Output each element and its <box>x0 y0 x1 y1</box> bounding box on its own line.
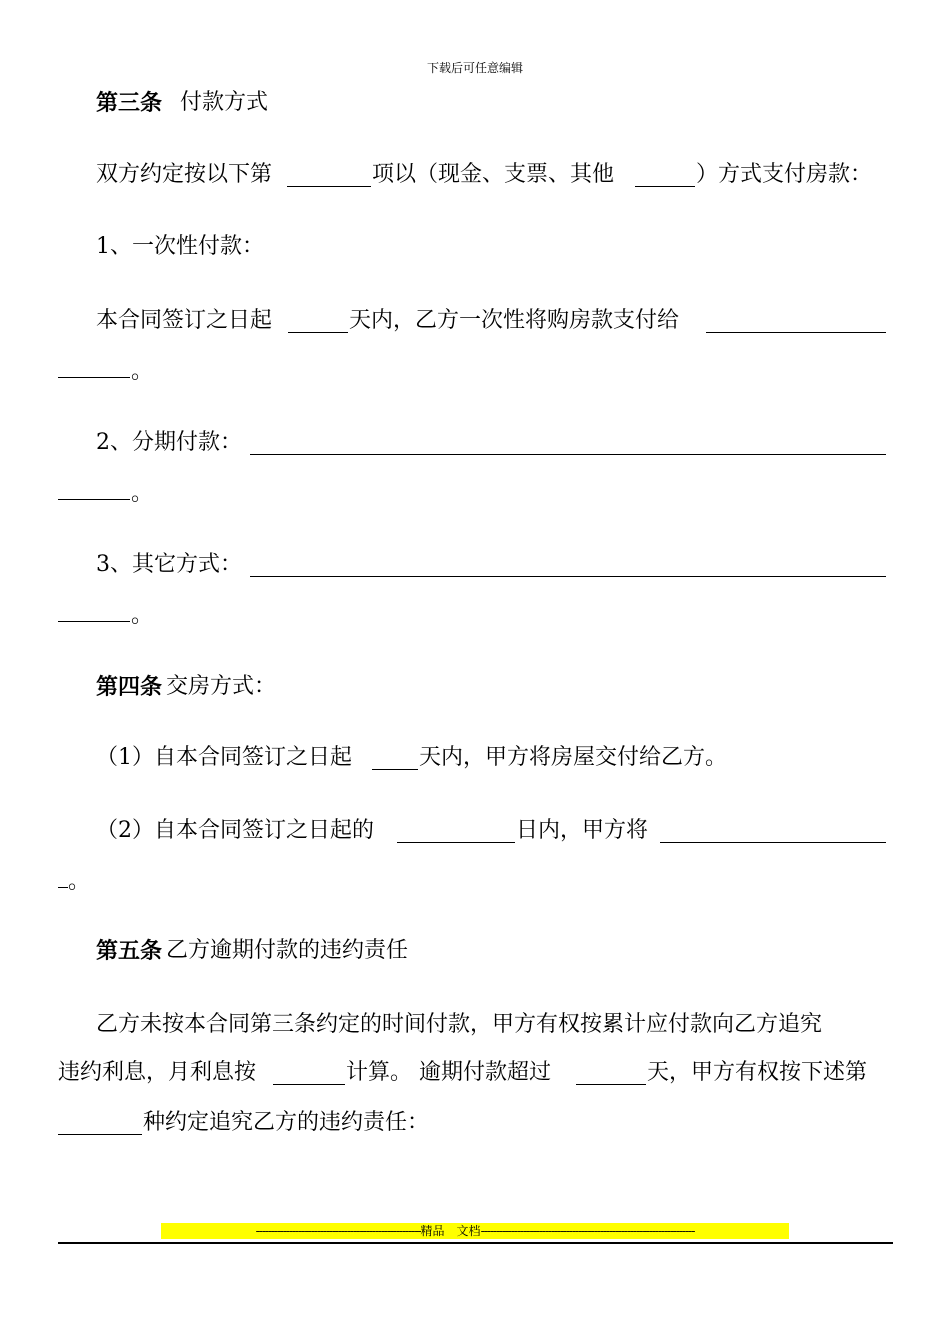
clause-2-end: 。 <box>68 869 91 894</box>
blank-overdue-days[interactable] <box>576 1084 646 1085</box>
footer-banner <box>161 1223 789 1239</box>
payment-intro-text-a: 双方约定按以下第 <box>96 162 273 187</box>
blank-days-lump-sum[interactable] <box>288 332 348 333</box>
clause-2-text-b: 日内，甲方将 <box>516 818 649 843</box>
page-header: 下载后可任意编辑 <box>426 61 523 75</box>
article-5-para-text-2c: 天，甲方有权按下述第 <box>647 1060 868 1085</box>
article-5-para-text-1: 乙方未按本合同第三条约定的时间付款，甲方有权按累计应付款向乙方追究 <box>96 1012 823 1037</box>
blank-other-way[interactable] <box>250 576 886 577</box>
blank-clause-2-action[interactable] <box>660 842 886 843</box>
article-5-para-text-3: 种约定追究乙方的违约责任： <box>143 1110 430 1135</box>
blank-installment-continued[interactable] <box>58 499 130 500</box>
item-3-title: 3、其它方式： <box>96 552 242 577</box>
article-4-heading: 第四条 <box>96 674 163 700</box>
footer-left-dashes: ------------------------------------------------------ <box>255 1224 421 1238</box>
article-5-title: 乙方逾期付款的违约责任 <box>166 938 409 963</box>
blank-clause-2-continued[interactable] <box>58 887 68 888</box>
blank-other-method[interactable] <box>635 186 695 187</box>
item-1-period: 。 <box>131 359 154 384</box>
clause-1-text-b: 天内，甲方将房屋交付给乙方。 <box>419 745 728 770</box>
payment-intro-text-b: 项以（现金、支票、其他 <box>372 162 615 187</box>
blank-payee[interactable] <box>706 332 886 333</box>
article-3-heading: 第三条 <box>96 90 163 116</box>
footer-label: 精品 文档 <box>420 1224 481 1238</box>
blank-other-way-continued[interactable] <box>58 621 130 622</box>
article-4-title: 交房方式： <box>166 674 277 699</box>
clause-2-text-a: （2）自本合同签订之日起的 <box>96 818 374 843</box>
article-5-heading: 第五条 <box>96 938 163 964</box>
item-3-period: 。 <box>131 603 154 628</box>
blank-remedy-option[interactable] <box>58 1134 142 1135</box>
article-3-title: 付款方式 <box>180 90 269 115</box>
blank-installment[interactable] <box>250 454 886 455</box>
blank-monthly-interest[interactable] <box>273 1084 345 1085</box>
item-1-title: 1、一次性付款： <box>96 234 264 259</box>
blank-payee-continued[interactable] <box>58 377 130 378</box>
payment-intro-text-c: ）方式支付房款： <box>696 162 873 187</box>
clause-1-text-a: （1）自本合同签订之日起 <box>96 745 352 770</box>
item-2-period: 。 <box>131 481 154 506</box>
item-2-title: 2、分期付款： <box>96 430 242 455</box>
blank-option-number[interactable] <box>287 186 371 187</box>
article-5-para-text-2b: 计算。 逾期付款超过 <box>346 1060 551 1085</box>
footer-rule <box>58 1242 893 1244</box>
footer-right-dashes: ---------------------------------------------------------------------- <box>480 1224 695 1238</box>
blank-delivery-days[interactable] <box>372 769 418 770</box>
item-1-text-a: 本合同签订之日起 <box>96 308 273 333</box>
article-5-para-text-2a: 违约利息，月利息按 <box>58 1060 257 1085</box>
item-1-text-b: 天内，乙方一次性将购房款支付给 <box>349 308 680 333</box>
blank-clause-2-days[interactable] <box>397 842 515 843</box>
